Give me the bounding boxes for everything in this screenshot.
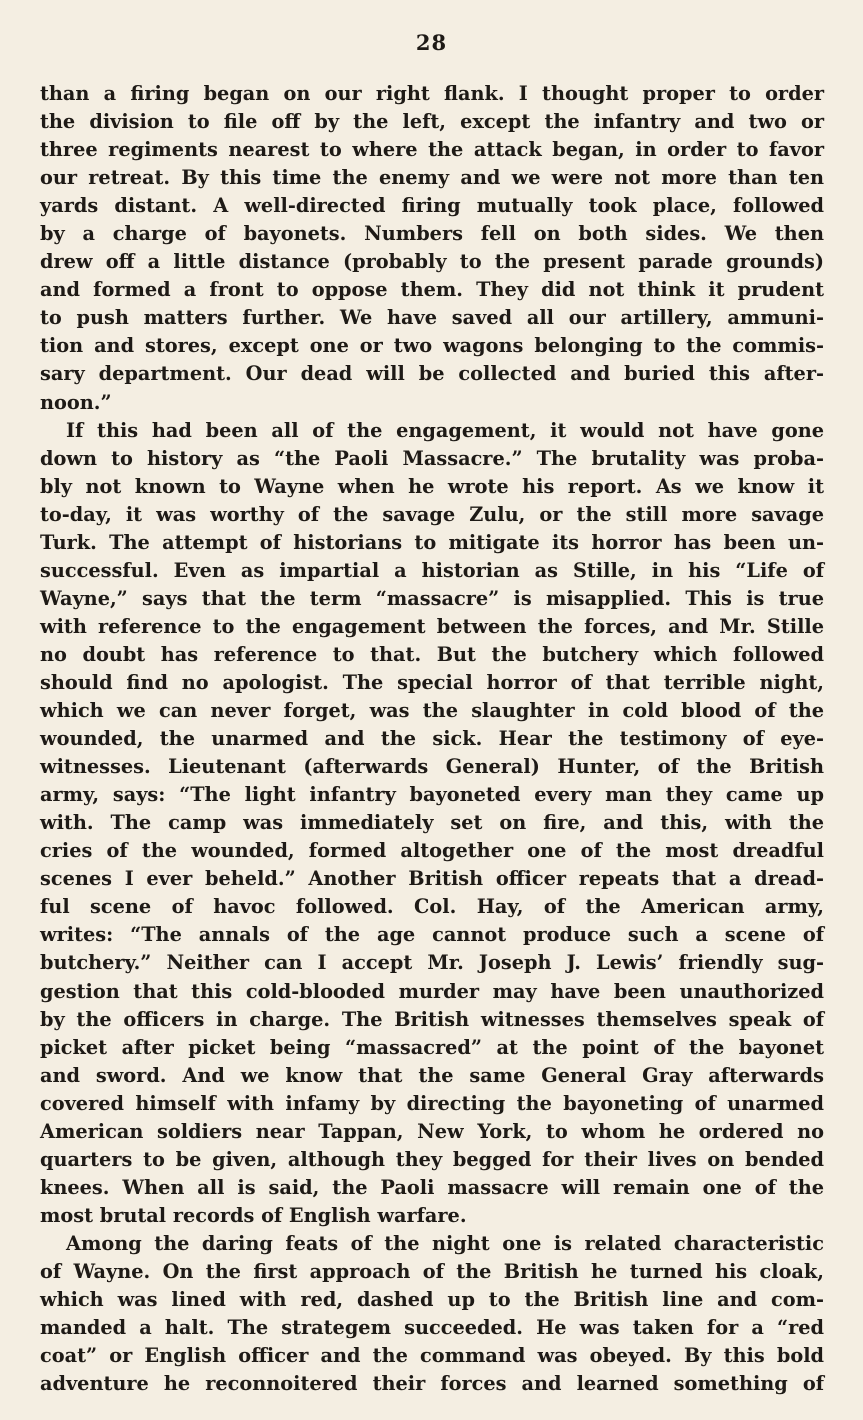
text-line: cries of the wounded, formed altogether one of the most dreadful [40,839,824,863]
text-line: drew off a little distance (probably to the present parade grounds) [40,250,824,274]
text-line: and sword. And we know that the same General Gray afterwards [40,1063,824,1087]
text-line: manded a halt. The strategem succeeded. He was taken for a “red [40,1316,824,1340]
text-line: should find no apologist. The special horror of that terrible night, [40,670,824,694]
text-line: wounded, the unarmed and the sick. Hear the testimony of eye- [40,727,824,751]
text-line: yards distant. A well-directed firing mutually took place, followed [40,194,824,218]
text-line: no doubt has reference to that. But the butchery which followed [40,642,824,666]
text-line: quarters to be given, although they begged for their lives on bended [40,1147,824,1171]
text-line: to-day, it was worthy of the savage Zulu, or the still more savage [40,502,824,526]
text-line: American soldiers near Tappan, New York, to whom he ordered no [40,1119,824,1143]
text-line: Turk. The attempt of historians to mitigate its horror has been un- [40,530,824,554]
text-line: bly not known to Wayne when he wrote his report. As we know it [40,474,824,498]
text-line: coat” or English officer and the command was obeyed. By this bold [40,1344,824,1368]
text-line: writes: “The annals of the age cannot produce such a scene of [40,923,824,947]
text-line: adventure he reconnoitered their forces and learned something of [40,1372,824,1396]
paragraph [40,1230,824,1398]
text-line: Among the daring feats of the night one is related characteristic [66,1231,824,1255]
text-line: with. The camp was immediately set on fire, and this, with the [40,811,824,835]
paragraph [40,417,824,1230]
page-number: 28 [415,30,448,55]
text-line: by the officers in charge. The British witnesses themselves speak of [40,1007,824,1031]
text-line: most brutal records of English warfare. [40,1203,467,1227]
text-line: covered himself with infamy by directing the bayoneting of unarmed [40,1091,824,1115]
text-line: witnesses. Lieutenant (afterwards General) Hunter, of the British [40,755,824,779]
text-line: If this had been all of the engagement, it would not have gone [66,418,824,442]
text-line: of Wayne. On the first approach of the British he turned his cloak, [40,1259,824,1283]
text-line: the division to file off by the left, except the infantry and two or [40,110,824,134]
text-line: our retreat. By this time the enemy and we were not more than ten [40,166,824,190]
text-line: down to history as “the Paoli Massacre.” The brutality was proba- [40,446,824,470]
text-line: Wayne,” says that the term “massacre” is misapplied. This is true [40,586,824,610]
text-line: successful. Even as impartial a historian as Stille, in his “Life of [40,558,824,582]
text-line: noon.” [40,390,112,414]
text-line: ful scene of havoc followed. Col. Hay, of the American army, [40,895,824,919]
text-line: gestion that this cold-blooded murder may have been unauthorized [40,979,824,1003]
text-line: and formed a front to oppose them. They did not think it prudent [40,278,824,302]
text-line: than a firing began on our right flank. I thought proper to order [40,82,824,105]
text-line: tion and stores, except one or two wagons belonging to the commis- [40,334,824,358]
text-line: scenes I ever beheld.” Another British officer repeats that a dread- [40,867,824,891]
text-line: butchery.” Neither can I accept Mr. Joseph J. Lewis’ friendly sug- [40,951,824,975]
text-line: sary department. Our dead will be collected and buried this after- [40,362,824,386]
text-line: three regiments nearest to where the attack began, in order to favor [40,138,824,162]
text-line: to push matters further. We have saved all our artillery, ammuni- [40,306,824,330]
paragraph [40,80,824,417]
text-line: with reference to the engagement between the forces, and Mr. Stille [40,614,824,638]
text-line: picket after picket being “massacred” at the point of the bayonet [40,1035,824,1059]
text-line: which we can never forget, was the slaughter in cold blood of the [40,699,824,723]
text-line: knees. When all is said, the Paoli massacre will remain one of the [40,1175,824,1199]
text-line: which was lined with red, dashed up to the British line and com- [40,1288,824,1312]
body-text [40,80,824,1398]
text-line: army, says: “The light infantry bayoneted every man they came up [40,783,824,807]
text-line: by a charge of bayonets. Numbers fell on both sides. We then [40,222,824,246]
